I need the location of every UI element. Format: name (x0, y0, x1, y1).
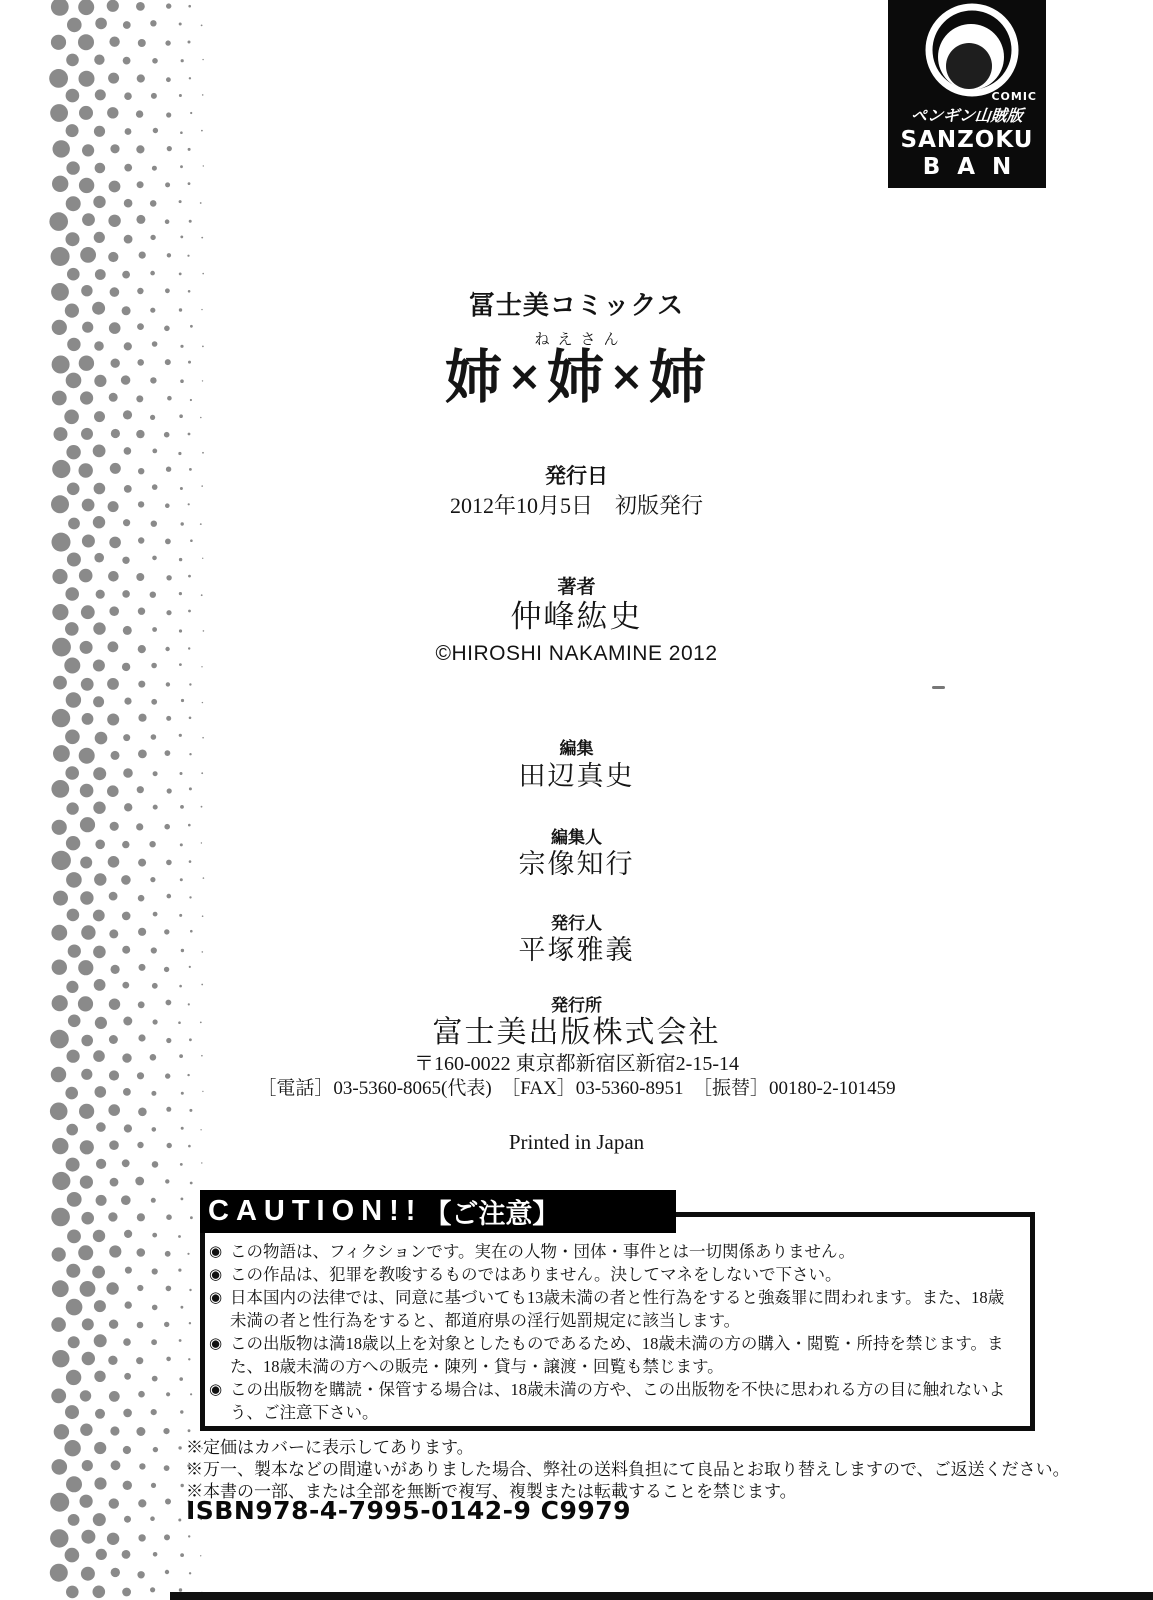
publish-date-value: 2012年10月5日 初版発行 (449, 493, 703, 518)
caution-item-text: この出版物を購読・保管する場合は、18歳未満の方や、この出版物を不快に思われる方の目に触れないよう、ご注意下さい。 (230, 1380, 1006, 1422)
caution-header (200, 1190, 676, 1233)
caution-header-en: CAUTION!! (208, 1195, 423, 1227)
bullet-icon: ◉ (209, 1265, 223, 1283)
author-name: 仲峰紘史 (510, 599, 643, 634)
bullet-icon: ◉ (209, 1242, 223, 1260)
chief-editor-label: 編集人 (551, 828, 602, 848)
halftone-dot-pattern (40, 0, 205, 1600)
publisher-person-name: 平塚雅義 (518, 935, 635, 965)
caution-item (209, 1240, 1020, 1263)
series-label: 冨士美コミックス (468, 291, 685, 321)
page-edge-bar (170, 1592, 1153, 1600)
caution-item-text: この作品は、犯罪を教唆するものではありません。決してマネをしないで下さい。 (230, 1265, 842, 1284)
publisher-name: 富士美出版株式会社 (432, 1016, 721, 1049)
author-label: 著者 (557, 576, 596, 598)
publisher-contacts: ［電話］03-5360-8065(代表) ［FAX］03-5360-8951 ［振替］00180-2-101459 (257, 1078, 896, 1099)
title-furigana: ねえさん (534, 330, 627, 348)
multiply-sign: × (609, 352, 646, 400)
publisher-address: 〒160-0022 東京都新宿区新宿2-15-14 (414, 1053, 739, 1075)
caution-box (200, 1212, 1035, 1431)
caution-item (209, 1378, 1020, 1424)
footnote: ※定価はカバーに表示してあります。 (186, 1438, 474, 1457)
copyright-line: ©HIROSHI NAKAMINE 2012 (435, 642, 718, 665)
editor-label: 編集 (559, 739, 594, 759)
isbn-code: ISBN978-4-7995-0142-9 C9979 (186, 1496, 632, 1525)
penguin-logo-text: ペンギン山賊版 (909, 106, 1024, 125)
caution-item-text: 日本国内の法律では、同意に基づいても13歳未満の者と性行為をすると強姦罪に問われます。また、18歳未満の者と性行為をすると、都道府県の淫行処罰規定に該当します。 (230, 1288, 1005, 1330)
printed-in-japan: Printed in Japan (508, 1130, 645, 1154)
footnote: ※本書の一部、または全部を無断で複写、複製または転載することを禁じます。 (186, 1482, 797, 1501)
comic-label: COMIC (991, 90, 1037, 103)
caution-item (209, 1263, 1020, 1286)
caution-item (209, 1286, 1020, 1332)
chief-editor-name: 宗像知行 (518, 849, 635, 879)
publisher-label: 発行所 (551, 996, 602, 1016)
title-kanji: 姉 (648, 343, 709, 411)
editor-name: 田辺真史 (518, 761, 635, 791)
multiply-sign: × (507, 352, 544, 400)
title-kanji: 姉 (546, 343, 607, 411)
caution-item-text: この物語は、フィクションです。実在の人物・団体・事件とは一切関係ありません。 (230, 1242, 856, 1261)
bullet-icon: ◉ (209, 1334, 223, 1352)
ban-label: BAN (922, 154, 1029, 180)
publish-date-label: 発行日 (545, 464, 608, 488)
caution-item (209, 1332, 1020, 1378)
book-title (0, 343, 1153, 411)
footnote: ※万一、製本などの間違いがありました場合、弊社の送料負担にて良品とお取り替えしますので、ご返送ください。 (186, 1460, 1070, 1479)
bullet-icon: ◉ (209, 1380, 223, 1398)
bullet-icon: ◉ (209, 1288, 223, 1306)
publisher-badge (888, 0, 1046, 188)
title-kanji: 姉 (444, 343, 505, 411)
caution-header-jp: 【ご注意】 (424, 1199, 560, 1230)
print-artifact (932, 686, 945, 689)
sanzoku-label: SANZOKU (900, 127, 1034, 153)
caution-item-text: この出版物は満18歳以上を対象としたものであるため、18歳未満の方の購入・閲覧・所持を禁じます。また、18歳未満の方への販売・陳列・貸与・譲渡・回覧も禁じます。 (230, 1334, 1004, 1376)
publisher-person-label: 発行人 (551, 914, 602, 934)
penguin-eye-logo-icon (888, 2, 1046, 100)
footnotes (186, 1437, 1070, 1503)
